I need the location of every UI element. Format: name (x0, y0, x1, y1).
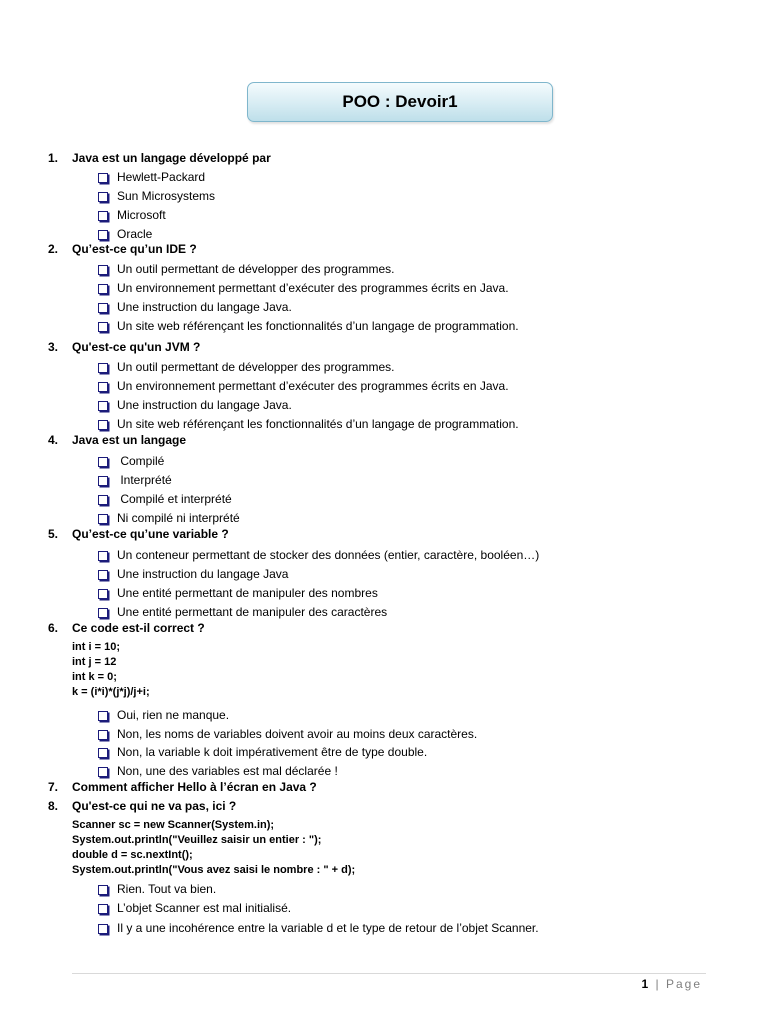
page-separator: | (655, 977, 659, 991)
question-6 (48, 621, 205, 636)
checkbox-icon[interactable] (98, 303, 108, 313)
answer-option[interactable] (98, 548, 539, 563)
option-label: Un outil permettant de développer des programmes. (117, 262, 395, 276)
option-label: Un conteneur permettant de stocker des données (entier, caractère, booléen…) (117, 548, 540, 562)
answer-option[interactable] (98, 398, 292, 413)
question-text: Java est un langage développé par (72, 151, 271, 165)
answer-option[interactable] (98, 417, 519, 432)
code-line: System.out.println("Vous avez saisi le nombre : " + d); (72, 864, 356, 876)
footer-divider (72, 973, 706, 974)
checkbox-icon[interactable] (98, 730, 108, 740)
checkbox-icon[interactable] (98, 401, 108, 411)
option-label: Rien. Tout va bien. (117, 882, 217, 896)
page-footer (641, 977, 702, 991)
option-label: Un environnement permettant d’exécuter des programmes écrits en Java. (117, 281, 509, 295)
checkbox-icon[interactable] (98, 589, 108, 599)
question-text: Qu'est-ce qui ne va pas, ici ? (72, 799, 237, 813)
question-number: 5. (48, 527, 59, 541)
checkbox-icon[interactable] (98, 748, 108, 758)
checkbox-icon[interactable] (98, 382, 108, 392)
checkbox-icon[interactable] (98, 284, 108, 294)
checkbox-icon[interactable] (98, 924, 108, 934)
option-label: Une entité permettant de manipuler des nombres (117, 586, 378, 600)
option-label: Une instruction du langage Java. (117, 300, 292, 314)
checkbox-icon[interactable] (98, 476, 108, 486)
option-label: Interprété (117, 473, 172, 487)
checkbox-icon[interactable] (98, 608, 108, 618)
question-number: 4. (48, 433, 59, 447)
code-line: k = (i*i)*(j*j)/j+i; (72, 686, 150, 698)
option-label: Ni compilé ni interprété (117, 511, 240, 525)
question-5 (48, 527, 229, 542)
checkbox-icon[interactable] (98, 173, 108, 183)
question-4 (48, 433, 186, 448)
checkbox-icon[interactable] (98, 495, 108, 505)
option-label: Il y a une incohérence entre la variable d et le type de retour de l’objet Scanner. (117, 921, 539, 935)
question-text: Qu'est-ce qu'un JVM ? (72, 340, 201, 354)
answer-option[interactable] (98, 379, 509, 394)
answer-option[interactable] (98, 567, 288, 582)
answer-option[interactable] (98, 511, 240, 526)
answer-option[interactable] (98, 882, 216, 897)
answer-option[interactable] (98, 208, 166, 223)
checkbox-icon[interactable] (98, 363, 108, 373)
answer-option[interactable] (98, 189, 215, 204)
checkbox-icon[interactable] (98, 711, 108, 721)
checkbox-icon[interactable] (98, 457, 108, 467)
question-text: Ce code est-il correct ? (72, 621, 205, 635)
question-text: Comment afficher Hello à l’écran en Java ? (72, 780, 317, 794)
question-2 (48, 242, 197, 257)
code-line: int j = 12 (72, 656, 117, 668)
option-label: Oui, rien ne manque. (117, 708, 230, 722)
answer-option[interactable] (98, 227, 152, 242)
answer-option[interactable] (98, 319, 519, 334)
document-title: POO : Devoir1 (247, 82, 553, 122)
option-label: Un environnement permettant d’exécuter des programmes écrits en Java. (117, 379, 509, 393)
checkbox-icon[interactable] (98, 192, 108, 202)
code-line: double d = sc.nextInt(); (72, 849, 193, 861)
question-number: 8. (48, 799, 59, 813)
option-label: Compilé et interprété (117, 492, 232, 506)
option-label: Compilé (117, 454, 165, 468)
question-1 (48, 151, 271, 166)
question-text: Java est un langage (72, 433, 187, 447)
answer-option[interactable] (98, 473, 172, 488)
checkbox-icon[interactable] (98, 420, 108, 430)
answer-option[interactable] (98, 605, 387, 620)
answer-option[interactable] (98, 454, 164, 469)
question-number: 3. (48, 340, 59, 354)
checkbox-icon[interactable] (98, 211, 108, 221)
checkbox-icon[interactable] (98, 904, 108, 914)
answer-option[interactable] (98, 281, 509, 296)
question-number: 7. (48, 780, 59, 794)
answer-option[interactable] (98, 262, 394, 277)
option-label: Un site web référençant les fonctionnalités d’un langage de programmation. (117, 319, 519, 333)
answer-option[interactable] (98, 492, 232, 507)
code-line: System.out.println("Veuillez saisir un entier : "); (72, 834, 322, 846)
page-number: 1 (641, 977, 649, 991)
answer-option[interactable] (98, 921, 539, 936)
question-8 (48, 799, 236, 814)
checkbox-icon[interactable] (98, 570, 108, 580)
answer-option[interactable] (98, 901, 291, 916)
page-word: Page (665, 977, 702, 991)
checkbox-icon[interactable] (98, 265, 108, 275)
option-label: Microsoft (117, 208, 166, 222)
answer-option[interactable] (98, 360, 394, 375)
checkbox-icon[interactable] (98, 767, 108, 777)
option-label: Une entité permettant de manipuler des caractères (117, 605, 388, 619)
option-label: Non, la variable k doit impérativement être de type double. (117, 745, 428, 759)
checkbox-icon[interactable] (98, 322, 108, 332)
option-label: Une instruction du langage Java. (117, 398, 292, 412)
option-label: Un site web référençant les fonctionnalités d’un langage de programmation. (117, 417, 519, 431)
option-label: Hewlett-Packard (117, 170, 206, 184)
checkbox-icon[interactable] (98, 230, 108, 240)
checkbox-icon[interactable] (98, 551, 108, 561)
question-text: Qu’est-ce qu’une variable ? (72, 527, 229, 541)
checkbox-icon[interactable] (98, 885, 108, 895)
answer-option[interactable] (98, 586, 378, 601)
answer-option[interactable] (98, 300, 292, 315)
option-label: Une instruction du langage Java (117, 567, 289, 581)
question-number: 1. (48, 151, 59, 165)
answer-option[interactable] (98, 745, 427, 760)
option-label: Un outil permettant de développer des programmes. (117, 360, 395, 374)
answer-option[interactable] (98, 764, 338, 779)
question-number: 6. (48, 621, 59, 635)
question-text: Qu’est-ce qu’un IDE ? (72, 242, 197, 256)
question-3 (48, 340, 200, 355)
question-number: 2. (48, 242, 59, 256)
code-line: Scanner sc = new Scanner(System.in); (72, 819, 275, 831)
checkbox-icon[interactable] (98, 514, 108, 524)
answer-option[interactable] (98, 170, 205, 185)
option-label: Sun Microsystems (117, 189, 216, 203)
option-label: Oracle (117, 227, 153, 241)
code-line: int k = 0; (72, 671, 117, 683)
answer-option[interactable] (98, 708, 229, 723)
option-label: L’objet Scanner est mal initialisé. (117, 901, 292, 915)
option-label: Non, les noms de variables doivent avoir au moins deux caractères. (117, 727, 478, 741)
answer-option[interactable] (98, 727, 477, 742)
question-7 (48, 780, 317, 795)
code-line: int i = 10; (72, 641, 120, 653)
option-label: Non, une des variables est mal déclarée ! (117, 764, 338, 778)
